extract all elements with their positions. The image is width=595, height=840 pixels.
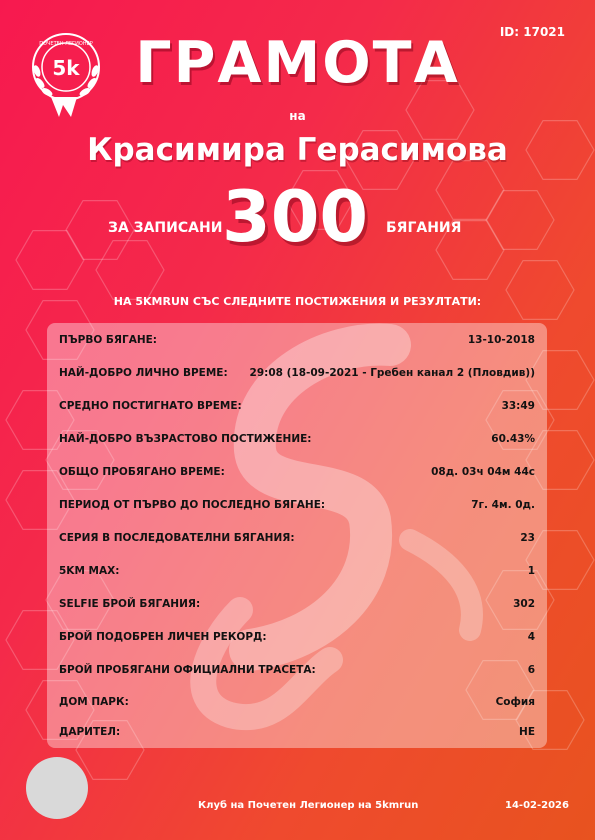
- stat-label: ДОМ ПАРК:: [59, 696, 129, 708]
- stat-value: 7г. 4м. 0д.: [471, 499, 535, 511]
- stat-label: ПЕРИОД ОТ ПЪРВО ДО ПОСЛЕДНО БЯГАНЕ:: [59, 499, 326, 511]
- stat-label: SELFIE БРОЙ БЯГАНИЯ:: [59, 598, 201, 610]
- stat-row: [59, 555, 535, 587]
- stat-row: [59, 522, 535, 554]
- footer-club-text: Клуб на Почетен Легионер на 5kmrun: [198, 800, 419, 811]
- stat-value: 23: [520, 532, 535, 544]
- runs-suffix: БЯГАНИЯ: [386, 220, 462, 236]
- stat-label: 5KM MAX:: [59, 565, 120, 577]
- stat-value: 33:49: [501, 400, 535, 412]
- stat-row: [59, 324, 535, 356]
- stat-label: ДАРИТЕЛ:: [59, 726, 121, 738]
- stat-label: НАЙ-ДОБРО ЛИЧНО ВРЕМЕ:: [59, 367, 228, 379]
- stat-label: БРОЙ ПРОБЯГАНИ ОФИЦИАЛНИ ТРАСЕТА:: [59, 664, 316, 676]
- stat-value: 60.43%: [491, 433, 535, 445]
- stat-row: [59, 390, 535, 422]
- stats-panel: [47, 323, 547, 748]
- stat-label: ОБЩО ПРОБЯГАНО ВРЕМЕ:: [59, 466, 225, 478]
- stat-row: [59, 716, 535, 748]
- stat-label: СЕРИЯ В ПОСЛЕДОВАТЕЛНИ БЯГАНИЯ:: [59, 532, 295, 544]
- stat-row: [59, 654, 535, 686]
- stat-value: 08д. 03ч 04м 44с: [431, 466, 535, 478]
- emblem-ring-text: ПОЧЕТЕН ЛЕГИОНЕР: [39, 41, 93, 47]
- footer-date: 14-02-2026: [505, 800, 569, 811]
- runs-count: 300: [222, 176, 369, 258]
- recipient-name: Красимира Герасимова: [87, 132, 508, 168]
- stat-label: ПЪРВО БЯГАНЕ:: [59, 334, 157, 346]
- stat-row: [59, 588, 535, 620]
- stat-value: НЕ: [519, 726, 535, 738]
- page-title: ГРАМОТА: [135, 30, 460, 96]
- stat-label: СРЕДНО ПОСТИГНАТО ВРЕМЕ:: [59, 400, 242, 412]
- runs-summary: [0, 176, 595, 260]
- stat-value: 4: [527, 631, 535, 643]
- achievements-intro: НА 5KMRUN СЪС СЛЕДНИТЕ ПОСТИЖЕНИЯ И РЕЗУЛТАТИ:: [113, 295, 482, 308]
- stat-row: [59, 423, 535, 455]
- emblem-center-text: 5k: [52, 56, 80, 80]
- stat-value: 1: [527, 565, 535, 577]
- stat-label: НАЙ-ДОБРО ВЪЗРАСТОВО ПОСТИЖЕНИЕ:: [59, 433, 312, 445]
- title-preposition: на: [289, 109, 306, 123]
- avatar-placeholder: [26, 757, 88, 819]
- stat-value: 6: [527, 664, 535, 676]
- stat-row: [59, 489, 535, 521]
- stat-value: 13-10-2018: [467, 334, 535, 346]
- stat-value: 29:08 (18-09-2021 - Гребен канал 2 (Пловдив)): [249, 367, 535, 379]
- stat-label: БРОЙ ПОДОБРЕН ЛИЧЕН РЕКОРД:: [59, 631, 267, 643]
- runs-prefix: ЗА ЗАПИСАНИ: [108, 220, 223, 236]
- certificate-id: ID: 17021: [499, 25, 565, 39]
- stat-row: [59, 686, 535, 718]
- stat-row: [59, 456, 535, 488]
- stat-value: София: [495, 696, 535, 708]
- stat-row: [59, 357, 535, 389]
- stat-value: 302: [513, 598, 535, 610]
- stat-row: [59, 621, 535, 653]
